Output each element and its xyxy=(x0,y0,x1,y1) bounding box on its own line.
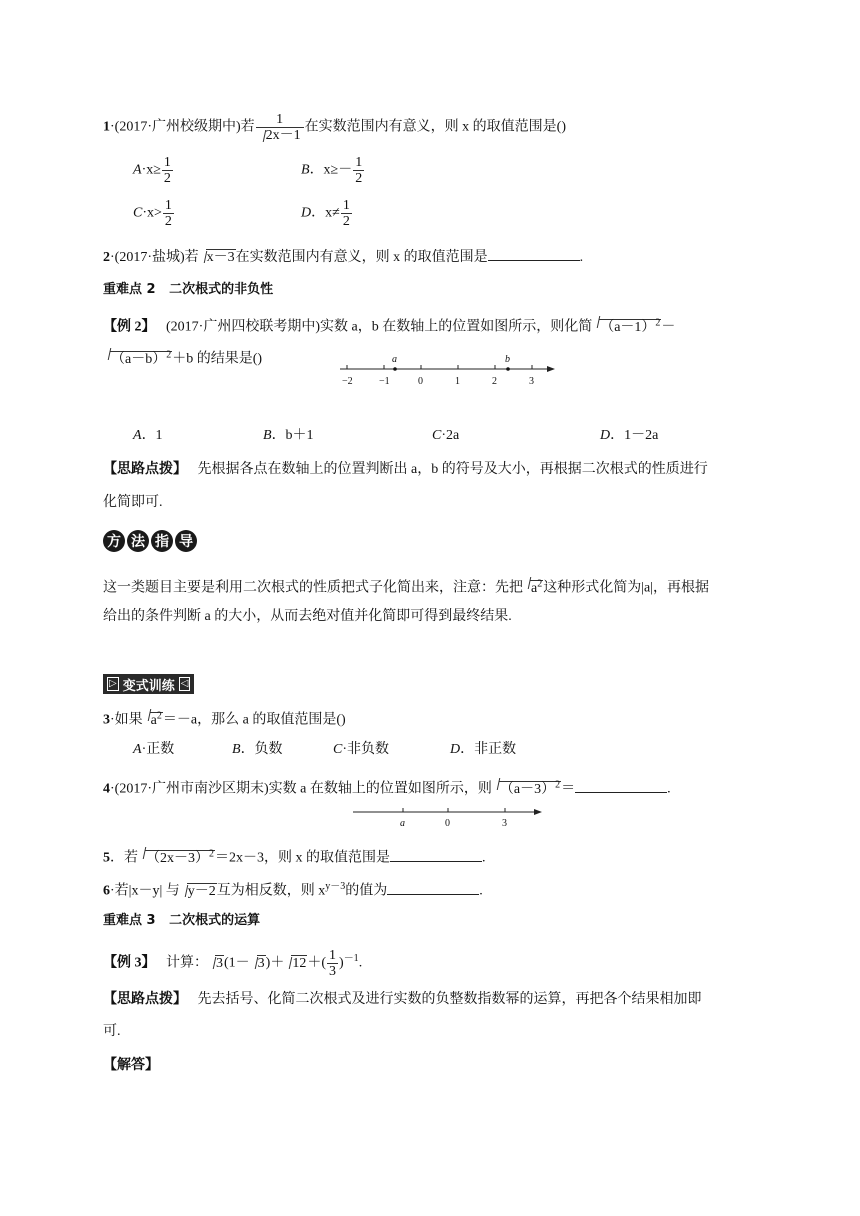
tick-label: 0 xyxy=(445,818,450,829)
example-2-cont: $(a-b)^2+b$ 的结果是() xyxy=(103,346,262,369)
method-guide-badge: 方 法 指 导 xyxy=(103,530,197,552)
question-text: 在实数范围内有意义，则 x 的取值范围是() xyxy=(304,119,566,135)
answer-blank[interactable] xyxy=(390,847,482,862)
hint-block: 【思路点拨】 先去括号、化简二次根式及进行实数的负整数指数幂的运算，再把各个结果相加即 xyxy=(103,992,702,1007)
sqrt-expression: $(a-1)^2$ xyxy=(592,314,661,337)
tick-label: 0 xyxy=(418,376,423,387)
sqrt-expression: $(2x-3)^2$ xyxy=(138,845,215,868)
option-d[interactable]: D．x≠ $\frac{1}{2}$ xyxy=(301,198,350,229)
point-a-label: a xyxy=(400,818,405,829)
sqrt-expression: $(a-3)^2$ xyxy=(492,776,561,799)
section-heading: 重难点 3 二次根式的运算 xyxy=(103,913,261,928)
example-3: 【例 3】 计算： 3(1－ 3)＋ 12＋( $\frac{1}{3}$ )$^{-1}$. xyxy=(103,948,363,979)
number-line xyxy=(350,802,550,832)
point-b-label: b xyxy=(505,354,510,365)
option-d[interactable]: D．非正数 xyxy=(450,742,517,757)
option-a[interactable]: A·正数 xyxy=(133,742,175,757)
hint-block-cont: 化简即可. xyxy=(103,495,163,510)
option-a[interactable]: A·x≥ $\frac{1}{2}$ xyxy=(133,155,171,186)
back-icon: ◁ xyxy=(180,678,189,689)
question-2: 2·(2017·盐城)若 x－3在实数范围内有意义，则 x 的取值范围是 . xyxy=(103,246,583,267)
tick-label: 1 xyxy=(455,376,460,387)
example-tag: 【例 2】 xyxy=(103,319,156,335)
sqrt-expression: 2x－1 xyxy=(258,128,302,143)
option-b[interactable]: B．b＋1 xyxy=(263,428,314,443)
question-1 xyxy=(103,112,566,143)
question-number: 1 xyxy=(103,119,110,135)
fraction: $\frac{1}{2x-1}$ xyxy=(256,112,304,143)
point-a xyxy=(393,367,397,371)
hint-block: 【思路点拨】 先根据各点在数轴上的位置判断出 a，b 的符号及大小，再根据二次根式的性质进行 xyxy=(103,462,708,477)
question-5: 5．若 $(2x-3)^2=2x-3$，则 x 的取值范围是 . xyxy=(103,845,486,868)
example-2: 【例 2】 (2017·广州四校联考期中)实数 a，b 在数轴上的位置如图所示，则化简 $(a-1)^2-$ xyxy=(103,314,675,337)
sqrt-expression: y－2 xyxy=(180,883,217,901)
question-text: ·(2017·广州校级期中)若 xyxy=(110,119,255,135)
option-a[interactable]: A．1 xyxy=(133,428,163,443)
answer-blank[interactable] xyxy=(387,880,479,895)
question-6: 6·若|x－y| 与 y－2互为相反数，则 $x^{y-3}$的值为 . xyxy=(103,881,483,899)
number-line xyxy=(335,350,565,390)
question-3: 3·如果 $a^2=-a$，那么 a 的取值范围是() xyxy=(103,707,346,730)
sqrt-expression: $(a-b)^2$ xyxy=(103,346,172,369)
tick-label: 3 xyxy=(502,818,507,829)
sqrt-expression: $a^2$ xyxy=(143,707,163,730)
tick-label: 2 xyxy=(492,376,497,387)
sqrt-expression: x－3 xyxy=(199,249,236,267)
section-heading: 重难点 2 二次根式的非负性 xyxy=(103,282,274,297)
tick-label: −2 xyxy=(342,376,353,387)
method-text: 这一类题目主要是利用二次根式的性质把式子化简出来，注意：先把 $a^2$这种形式化简为|a|，再根据 xyxy=(103,575,709,598)
option-b[interactable]: B．负数 xyxy=(232,742,283,757)
hint-block-cont: 可. xyxy=(103,1024,121,1039)
play-icon: ▷ xyxy=(109,678,117,689)
method-text-cont: 给出的条件判断 a 的大小，从而去绝对值并化简即可得到最终结果. xyxy=(103,609,512,624)
sqrt-expression: $a^2$ xyxy=(523,575,543,598)
option-c[interactable]: C·2a xyxy=(432,428,460,443)
option-c[interactable]: C·非负数 xyxy=(333,742,390,757)
option-b[interactable]: B．x≥－ $\frac{1}{2}$ xyxy=(301,155,363,186)
variant-training-label: ▷ 变式训练 ◁ xyxy=(103,674,194,694)
answer-blank[interactable] xyxy=(488,246,580,261)
question-4: 4·(2017·广州市南沙区期末)实数 a 在数轴上的位置如图所示，则 $(a-3)^2=$ . xyxy=(103,776,671,799)
point-a-label: a xyxy=(392,354,397,365)
option-c[interactable]: C·x> $\frac{1}{2}$ xyxy=(133,198,172,229)
answer-heading: 【解答】 xyxy=(103,1058,159,1073)
point-b xyxy=(506,367,510,371)
example-tag: 【例 3】 xyxy=(103,955,156,971)
answer-blank[interactable] xyxy=(575,778,667,793)
tick-label: 3 xyxy=(529,376,534,387)
option-d[interactable]: D．1－2a xyxy=(600,428,659,443)
tick-label: −1 xyxy=(379,376,390,387)
